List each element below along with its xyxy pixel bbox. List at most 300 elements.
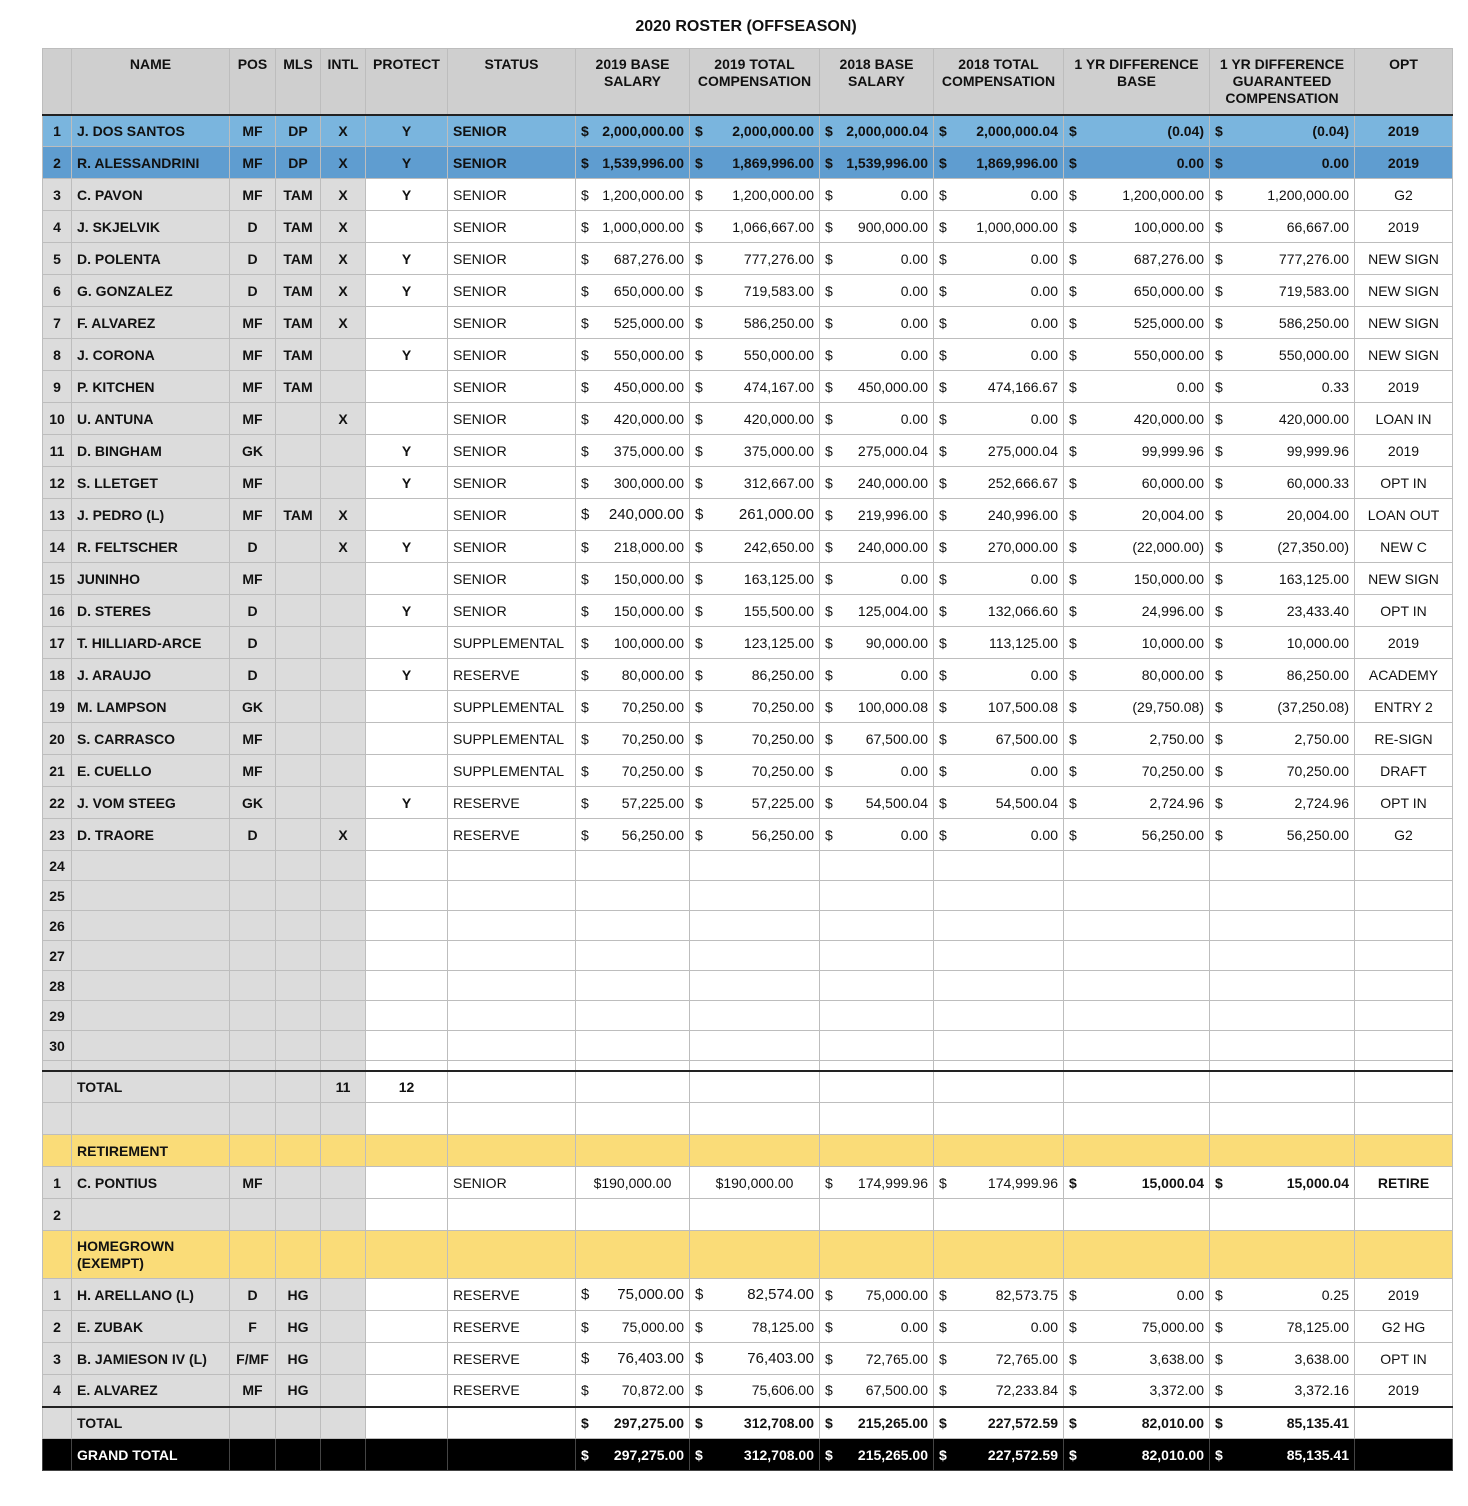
cell-2018-base (820, 1231, 934, 1279)
cell-mls (276, 1103, 321, 1135)
total-2019-value: 1,200,000.00 (732, 186, 814, 203)
currency-symbol: $ (581, 122, 589, 139)
player-name: E. ZUBAK (72, 1311, 230, 1343)
currency-symbol: $ (1069, 442, 1077, 459)
cell-2018-base (820, 1001, 934, 1031)
cell-2019-base (576, 1103, 690, 1135)
cell-2019-total (690, 1031, 820, 1061)
cell-opt (1355, 1031, 1453, 1061)
currency-symbol: $ (1215, 1318, 1223, 1335)
cell-protect (366, 1031, 448, 1061)
position: MF (230, 371, 276, 403)
header-diff-guaranteed: 1 YR DIFFERENCE GUARANTEED COMPENSATION (1210, 49, 1355, 115)
total-2018-value: 474,166.67 (987, 378, 1058, 395)
currency-symbol: $ (695, 826, 703, 843)
total-2018 (934, 211, 1064, 243)
cell-2018-base (820, 1071, 934, 1103)
total-2019-value: 586,250.00 (743, 314, 814, 331)
total-2018-value: 72,765.00 (995, 1350, 1058, 1367)
cell-mls (276, 911, 321, 941)
total-2019-value: 1,066,667.00 (732, 218, 814, 235)
roster-status: RESERVE (448, 659, 576, 691)
roster-status: SENIOR (448, 179, 576, 211)
diff-base-value: 525,000.00 (1133, 314, 1204, 331)
diff-guaranteed-value: 85,135.41 (1286, 1446, 1349, 1463)
player-name: D. STERES (72, 595, 230, 627)
cell-name (72, 1001, 230, 1031)
currency-symbol: $ (825, 218, 833, 235)
cell-2019-base (576, 851, 690, 881)
total-2019 (690, 819, 820, 851)
international-flag (321, 1167, 366, 1199)
player-name: J. ARAUJO (72, 659, 230, 691)
mls-designation: DP (276, 147, 321, 179)
currency-symbol: $ (581, 730, 589, 747)
base-2018 (820, 435, 934, 467)
cell-pos (230, 1061, 276, 1071)
base-2018-value: 0.00 (900, 410, 928, 427)
currency-symbol: $ (825, 634, 833, 651)
mls-designation (276, 659, 321, 691)
table-row (43, 403, 1453, 435)
row-number: 13 (43, 499, 72, 531)
table-row (43, 179, 1453, 211)
currency-symbol: $ (1069, 378, 1077, 395)
cell-diff-guaranteed (1210, 971, 1355, 1001)
cell-2019-total (690, 941, 820, 971)
mls-designation: HG (276, 1343, 321, 1375)
currency-symbol: $ (825, 1286, 833, 1303)
cell-opt (1355, 1061, 1453, 1071)
total-2019-value: 70,250.00 (751, 698, 814, 715)
homegrown-section-header (43, 1231, 1453, 1279)
currency-symbol: $ (825, 122, 833, 139)
option-status: OPT IN (1355, 595, 1453, 627)
total-2018 (934, 115, 1064, 147)
total-2018-value: 270,000.00 (987, 538, 1058, 555)
cell-diff-guaranteed (1210, 911, 1355, 941)
currency-symbol: $ (695, 698, 703, 715)
total-2019-value: 57,225.00 (751, 794, 814, 811)
currency-symbol: $ (939, 122, 947, 139)
total-2019-value: 420,000.00 (743, 410, 814, 427)
currency-symbol: $ (825, 474, 833, 491)
option-status: 2019 (1355, 435, 1453, 467)
diff-base (1064, 659, 1210, 691)
cell-intl (321, 1031, 366, 1061)
row-number: 29 (43, 1001, 72, 1031)
protect-flag: Y (366, 115, 448, 147)
option-status: G2 (1355, 819, 1453, 851)
base-2018-value: 0.00 (900, 186, 928, 203)
cell-name (72, 1031, 230, 1061)
currency-symbol: $ (1069, 314, 1077, 331)
cell-2018-total (934, 941, 1064, 971)
international-flag (321, 723, 366, 755)
row-number: 20 (43, 723, 72, 755)
cell-intl (321, 881, 366, 911)
base-2019 (576, 499, 690, 531)
cell-status (448, 1103, 576, 1135)
base-2018 (820, 467, 934, 499)
player-name: S. LLETGET (72, 467, 230, 499)
cell-2018-total (934, 971, 1064, 1001)
currency-symbol: $ (1215, 634, 1223, 651)
total-2019 (690, 723, 820, 755)
currency-symbol: $ (1069, 474, 1077, 491)
base-2018-value: 67,500.00 (865, 1382, 928, 1399)
currency-symbol: $ (939, 250, 947, 267)
currency-symbol: $ (939, 1174, 947, 1191)
currency-symbol: $ (939, 570, 947, 587)
diff-base-value: 3,372.00 (1149, 1382, 1204, 1399)
diff-base-value: 550,000.00 (1133, 346, 1204, 363)
roster-status: SUPPLEMENTAL (448, 627, 576, 659)
base-2018-value: 100,000.08 (857, 698, 928, 715)
base-2019 (576, 787, 690, 819)
cell-diff-guaranteed (1210, 941, 1355, 971)
diff-guaranteed-value: 0.33 (1321, 378, 1349, 395)
currency-symbol: $ (1069, 506, 1077, 523)
option-status: DRAFT (1355, 755, 1453, 787)
roster-status: SENIOR (448, 339, 576, 371)
diff-guaranteed-value: 56,250.00 (1286, 826, 1349, 843)
base-2018-value: 0.00 (900, 826, 928, 843)
total-2019 (690, 627, 820, 659)
currency-symbol: $ (695, 410, 703, 427)
currency-symbol: $ (825, 250, 833, 267)
base-2018 (820, 339, 934, 371)
mls-designation: TAM (276, 307, 321, 339)
player-name: D. TRAORE (72, 819, 230, 851)
diff-guaranteed-value: 0.25 (1321, 1286, 1349, 1303)
row-number: 17 (43, 627, 72, 659)
currency-symbol: $ (695, 1414, 703, 1431)
currency-symbol: $ (939, 506, 947, 523)
position: MF (230, 563, 276, 595)
total-2018-value: 107,500.08 (987, 698, 1058, 715)
cell-num (43, 1071, 72, 1103)
position: MF (230, 403, 276, 435)
diff-base (1064, 691, 1210, 723)
cell-diff-base (1064, 1031, 1210, 1061)
diff-base (1064, 1375, 1210, 1407)
cell-num (43, 1231, 72, 1279)
currency-symbol: $ (1215, 538, 1223, 555)
currency-symbol: $ (695, 122, 703, 139)
diff-base-value: (22,000.00) (1132, 538, 1204, 555)
currency-symbol: $ (1215, 794, 1223, 811)
cell-mls (276, 1199, 321, 1231)
base-2019-value: 218,000.00 (613, 538, 684, 555)
cell-2018-base (820, 881, 934, 911)
diff-guaranteed (1210, 307, 1355, 339)
total-2018 (934, 563, 1064, 595)
currency-symbol: $ (1069, 1350, 1077, 1367)
base-2018-value: 240,000.00 (857, 474, 928, 491)
protect-flag (366, 1375, 448, 1407)
retirement-section-header (43, 1135, 1453, 1167)
currency-symbol: $ (581, 250, 589, 267)
total-2019-value: 78,125.00 (751, 1318, 814, 1335)
cell-diff-base (1064, 971, 1210, 1001)
header-status: STATUS (448, 49, 576, 115)
international-flag: X (321, 819, 366, 851)
header-num (43, 49, 72, 115)
cell-num (43, 1439, 72, 1471)
diff-base (1064, 531, 1210, 563)
protect-flag: Y (366, 243, 448, 275)
diff-guaranteed (1210, 1407, 1355, 1439)
currency-symbol: $ (939, 1318, 947, 1335)
currency-symbol: $ (581, 538, 589, 555)
diff-guaranteed-value: 0.00 (1321, 154, 1349, 171)
total-2018 (934, 819, 1064, 851)
cell-2019-base (576, 1031, 690, 1061)
diff-guaranteed (1210, 595, 1355, 627)
position: D (230, 243, 276, 275)
diff-guaranteed-value: 86,250.00 (1286, 666, 1349, 683)
row-number: 21 (43, 755, 72, 787)
diff-guaranteed-value: 550,000.00 (1278, 346, 1349, 363)
base-2018 (820, 243, 934, 275)
base-2019 (576, 435, 690, 467)
currency-symbol: $ (825, 1414, 833, 1431)
total-2019 (690, 115, 820, 147)
total-international: 11 (321, 1071, 366, 1103)
grand-total-row (43, 1439, 1453, 1471)
diff-guaranteed (1210, 211, 1355, 243)
currency-symbol: $ (939, 538, 947, 555)
roster-status: SENIOR (448, 211, 576, 243)
header-2018-base: 2018 BASE SALARY (820, 49, 934, 115)
currency-symbol: $ (939, 346, 947, 363)
mls-designation (276, 1167, 321, 1199)
table-row (43, 275, 1453, 307)
total-2019 (690, 531, 820, 563)
diff-guaranteed-value: 70,250.00 (1286, 762, 1349, 779)
cell-2018-base (820, 971, 934, 1001)
currency-symbol: $ (581, 506, 590, 523)
total-2018-value: 0.00 (1030, 186, 1058, 203)
roster-status: SENIOR (448, 115, 576, 147)
cell-pos (230, 941, 276, 971)
diff-guaranteed-value: 586,250.00 (1278, 314, 1349, 331)
base-2019 (576, 371, 690, 403)
total-2019-value: 242,650.00 (743, 538, 814, 555)
cell-2019-base (576, 1135, 690, 1167)
base-2019 (576, 563, 690, 595)
protect-flag (366, 627, 448, 659)
table-row (43, 1167, 1453, 1199)
base-2018 (820, 691, 934, 723)
cell-2018-total (934, 1031, 1064, 1061)
protect-flag (366, 307, 448, 339)
cell-mls (276, 1061, 321, 1071)
currency-symbol: $ (1069, 1318, 1077, 1335)
currency-symbol: $ (695, 1446, 703, 1463)
protect-flag: Y (366, 179, 448, 211)
base-2019-value: 70,250.00 (621, 698, 684, 715)
player-name: J. DOS SANTOS (72, 115, 230, 147)
total-2019 (690, 147, 820, 179)
base-2019 (576, 467, 690, 499)
cell-pos (230, 1103, 276, 1135)
empty-row (43, 1031, 1453, 1061)
base-2019-value: 76,403.00 (617, 1350, 684, 1367)
protect-flag: Y (366, 339, 448, 371)
base-2018 (820, 1279, 934, 1311)
base-2019 (576, 275, 690, 307)
player-name: J. PEDRO (L) (72, 499, 230, 531)
currency-symbol: $ (581, 1446, 589, 1463)
currency-symbol: $ (1215, 186, 1223, 203)
total-2018 (934, 467, 1064, 499)
position: GK (230, 435, 276, 467)
diff-base-value: 80,000.00 (1141, 666, 1204, 683)
cell-mls (276, 971, 321, 1001)
row-number: 24 (43, 851, 72, 881)
currency-symbol: $ (1215, 1382, 1223, 1399)
player-name: H. ARELLANO (L) (72, 1279, 230, 1311)
mls-designation: TAM (276, 211, 321, 243)
total-2019-value: 777,276.00 (743, 250, 814, 267)
cell-2018-total (934, 1199, 1064, 1231)
base-2019 (576, 755, 690, 787)
international-flag: X (321, 115, 366, 147)
total-2018 (934, 1311, 1064, 1343)
cell-protect (366, 941, 448, 971)
currency-symbol: $ (581, 794, 589, 811)
protect-flag (366, 1167, 448, 1199)
table-row (43, 819, 1453, 851)
cell-2019-total (690, 1061, 820, 1071)
protect-flag: Y (366, 435, 448, 467)
currency-symbol: $ (695, 186, 703, 203)
row-number: 8 (43, 339, 72, 371)
option-status: 2019 (1355, 1375, 1453, 1407)
row-number: 7 (43, 307, 72, 339)
option-status: 2019 (1355, 115, 1453, 147)
currency-symbol: $ (1069, 730, 1077, 747)
currency-symbol: $ (939, 314, 947, 331)
total-2018 (934, 147, 1064, 179)
player-name: G. GONZALEZ (72, 275, 230, 307)
cell-name (72, 1199, 230, 1231)
total-2019: $190,000.00 (690, 1167, 820, 1199)
option-status: NEW SIGN (1355, 339, 1453, 371)
currency-symbol: $ (1069, 570, 1077, 587)
roster-status: RESERVE (448, 1343, 576, 1375)
international-flag (321, 467, 366, 499)
currency-symbol: $ (695, 634, 703, 651)
cell-opt (1355, 1135, 1453, 1167)
cell-diff-guaranteed (1210, 1103, 1355, 1135)
currency-symbol: $ (939, 1382, 947, 1399)
player-name: D. BINGHAM (72, 435, 230, 467)
cell-mls (276, 1031, 321, 1061)
base-2018-value: 0.00 (900, 314, 928, 331)
base-2019-value: 70,872.00 (621, 1382, 684, 1399)
currency-symbol: $ (695, 1382, 703, 1399)
position: D (230, 819, 276, 851)
base-2018 (820, 819, 934, 851)
cell-mls (276, 1001, 321, 1031)
total-2019 (690, 243, 820, 275)
currency-symbol: $ (939, 1446, 947, 1463)
player-name: P. KITCHEN (72, 371, 230, 403)
diff-base-value: 2,750.00 (1149, 730, 1204, 747)
cell-2018-base (820, 1199, 934, 1231)
diff-base-value: 0.00 (1176, 154, 1204, 171)
protect-flag (366, 1279, 448, 1311)
currency-symbol: $ (695, 666, 703, 683)
header-diff-base: 1 YR DIFFERENCE BASE (1064, 49, 1210, 115)
cell-2018-total (934, 851, 1064, 881)
currency-symbol: $ (695, 250, 703, 267)
currency-symbol: $ (1069, 154, 1077, 171)
total-2019-value: 261,000.00 (738, 506, 814, 523)
cell-intl (321, 1439, 366, 1471)
total-2019-value: 155,500.00 (743, 602, 814, 619)
base-2019-value: 57,225.00 (621, 794, 684, 811)
international-flag (321, 1311, 366, 1343)
header-2019-base: 2019 BASE SALARY (576, 49, 690, 115)
cell-2018-total (934, 911, 1064, 941)
currency-symbol: $ (1069, 602, 1077, 619)
base-2019 (576, 179, 690, 211)
header-mls: MLS (276, 49, 321, 115)
diff-guaranteed-value: 777,276.00 (1278, 250, 1349, 267)
total-2018-value: 1,000,000.00 (976, 218, 1058, 235)
currency-symbol: $ (825, 506, 833, 523)
diff-base-value: 420,000.00 (1133, 410, 1204, 427)
mls-designation: HG (276, 1375, 321, 1407)
cell-2019-total (690, 1071, 820, 1103)
row-number: 27 (43, 941, 72, 971)
cell-diff-base (1064, 851, 1210, 881)
base-2018 (820, 659, 934, 691)
total-2019-value: 163,125.00 (743, 570, 814, 587)
total-2019-value: 312,667.00 (743, 474, 814, 491)
row-number: 3 (43, 1343, 72, 1375)
cell-2018-base (820, 1061, 934, 1071)
position: MF (230, 339, 276, 371)
currency-symbol: $ (939, 154, 947, 171)
cell-2019-base (576, 1071, 690, 1103)
currency-symbol: $ (825, 378, 833, 395)
table-row (43, 723, 1453, 755)
diff-base (1064, 787, 1210, 819)
international-flag (321, 371, 366, 403)
row-number: 30 (43, 1031, 72, 1061)
diff-guaranteed-value: 60,000.33 (1286, 474, 1349, 491)
base-2019 (576, 339, 690, 371)
international-flag (321, 659, 366, 691)
option-status: ENTRY 2 (1355, 691, 1453, 723)
international-flag: X (321, 147, 366, 179)
row-number: 26 (43, 911, 72, 941)
mls-designation (276, 435, 321, 467)
cell-mls (276, 881, 321, 911)
mls-designation (276, 787, 321, 819)
currency-symbol: $ (695, 538, 703, 555)
roster-status: SUPPLEMENTAL (448, 755, 576, 787)
base-2019 (576, 403, 690, 435)
cell-diff-guaranteed (1210, 1135, 1355, 1167)
total-label: TOTAL (72, 1407, 230, 1439)
currency-symbol: $ (1215, 666, 1223, 683)
